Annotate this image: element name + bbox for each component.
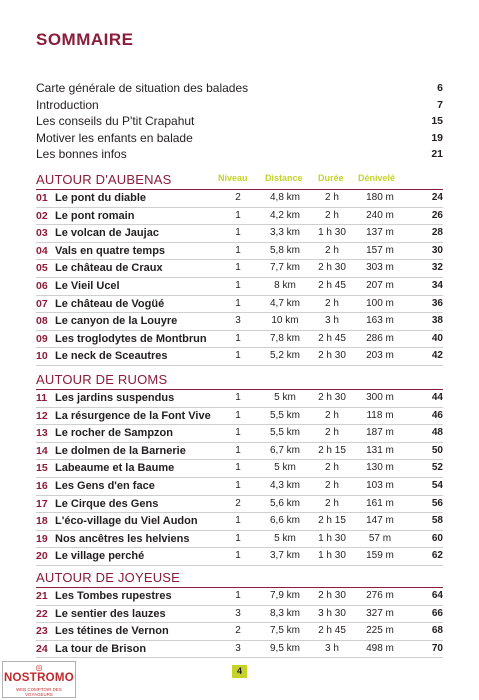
walk-distance: 5,2 km [269, 350, 300, 362]
walk-level: 3 [235, 607, 241, 619]
section-joyeuse [36, 570, 443, 658]
walk-page: 68 [431, 625, 443, 637]
walk-number: 10 [36, 350, 48, 363]
walk-number: 09 [36, 332, 48, 345]
walk-number: 22 [36, 607, 48, 620]
walk-row[interactable] [36, 408, 443, 426]
walk-name: Le dolmen de la Barnerie [55, 444, 186, 457]
walk-page: 54 [431, 479, 443, 491]
intro-list [36, 80, 443, 163]
column-header-niveau: Niveau [218, 173, 248, 183]
walk-page: 62 [431, 550, 443, 562]
column-header-denivele: Dénivelé [358, 173, 396, 183]
walk-row[interactable] [36, 606, 443, 624]
walk-duration: 2 h 15 [318, 515, 346, 527]
column-header-duree: Durée [318, 173, 344, 183]
walk-distance: 7,9 km [269, 590, 300, 601]
intro-item[interactable] [36, 80, 443, 97]
walk-elevation: 163 m [366, 315, 394, 327]
walk-distance: 6,6 km [269, 515, 300, 527]
walk-elevation: 203 m [366, 350, 394, 362]
walk-row[interactable] [36, 243, 443, 261]
walk-name: La tour de Brison [55, 642, 147, 655]
walk-name: Les troglodytes de Montbrun [55, 332, 207, 345]
walk-row[interactable] [36, 588, 443, 606]
walk-row[interactable] [36, 425, 443, 443]
walk-level: 1 [235, 409, 241, 421]
walk-duration: 2 h [325, 479, 339, 491]
walk-name: Le pont romain [55, 209, 135, 222]
walk-level: 1 [235, 262, 241, 274]
walk-elevation: 225 m [366, 625, 394, 637]
section-aubenas [36, 172, 443, 366]
walk-distance: 6,7 km [269, 444, 300, 456]
page-title: SOMMAIRE [36, 30, 134, 49]
walk-elevation: 207 m [366, 279, 394, 291]
walk-distance: 3,3 km [269, 227, 300, 239]
walk-duration: 2 h 45 [318, 332, 346, 344]
walk-elevation: 240 m [366, 209, 394, 221]
walk-level: 1 [235, 350, 241, 362]
walk-row[interactable] [36, 278, 443, 296]
intro-item[interactable] [36, 130, 443, 147]
walk-number: 04 [36, 244, 48, 257]
intro-item-page: 21 [431, 148, 443, 160]
intro-item[interactable] [36, 146, 443, 163]
walk-page: 42 [431, 350, 443, 362]
walk-elevation: 498 m [366, 642, 394, 654]
walk-distance: 4,7 km [269, 297, 300, 309]
walk-distance: 5,6 km [269, 497, 300, 509]
walk-distance: 7,7 km [269, 262, 300, 274]
walk-distance: 4,3 km [269, 479, 300, 491]
walk-distance: 3,7 km [269, 550, 300, 562]
walk-page: 26 [431, 209, 443, 221]
walk-row[interactable] [36, 313, 443, 331]
walk-row[interactable] [36, 390, 443, 408]
walk-name: Le canyon de la Louyre [55, 315, 178, 328]
walk-row[interactable] [36, 460, 443, 478]
walk-level: 1 [235, 279, 241, 291]
walk-page: 30 [431, 244, 443, 256]
intro-item-label: Carte générale de situation des balades [36, 81, 249, 95]
walk-distance: 8 km [274, 279, 296, 291]
walk-duration: 2 h [325, 462, 339, 474]
walk-level: 2 [235, 625, 241, 637]
walk-level: 1 [235, 209, 241, 221]
walk-page: 58 [431, 515, 443, 527]
intro-item-page: 6 [437, 82, 443, 94]
section-header [36, 172, 443, 189]
walk-duration: 3 h 30 [318, 607, 346, 619]
walk-duration: 1 h 30 [318, 227, 346, 239]
walk-distance: 7,8 km [269, 332, 300, 344]
walk-name: Vals en quatre temps [55, 244, 166, 257]
walk-level: 1 [235, 244, 241, 256]
walk-number: 16 [36, 479, 48, 492]
walk-name: Le château de Craux [55, 262, 163, 275]
walk-elevation: 147 m [366, 515, 394, 527]
walk-number: 12 [36, 409, 48, 422]
walk-elevation: 157 m [366, 244, 394, 256]
walk-elevation: 180 m [366, 192, 394, 203]
walk-duration: 2 h [325, 244, 339, 256]
walk-row[interactable] [36, 513, 443, 531]
walk-number: 03 [36, 227, 48, 240]
page-number: 4 [232, 665, 247, 678]
walk-duration: 3 h [325, 315, 339, 327]
walk-page: 50 [431, 444, 443, 456]
walk-duration: 3 h [325, 642, 339, 654]
walk-number: 20 [36, 550, 48, 563]
walk-number: 21 [36, 590, 48, 602]
section-ruoms [36, 372, 443, 566]
walk-elevation: 286 m [366, 332, 394, 344]
walk-number: 19 [36, 532, 48, 545]
walk-page: 40 [431, 332, 443, 344]
walk-page: 46 [431, 409, 443, 421]
walk-distance: 5,5 km [269, 409, 300, 421]
walk-level: 2 [235, 497, 241, 509]
intro-item-label: Les bonnes infos [36, 147, 127, 161]
column-header-distance: Distance [265, 173, 303, 183]
walk-number: 13 [36, 427, 48, 440]
walk-level: 1 [235, 227, 241, 239]
intro-item-label: Motiver les enfants en balade [36, 130, 193, 145]
walk-level: 1 [235, 515, 241, 527]
walk-name: Les Gens d'en face [55, 479, 155, 492]
walk-duration: 2 h 15 [318, 444, 346, 456]
walk-duration: 2 h [325, 497, 339, 509]
walk-row[interactable] [36, 331, 443, 349]
walk-elevation: 118 m [366, 409, 394, 421]
walk-distance: 8,3 km [269, 607, 300, 619]
walk-duration: 2 h 30 [318, 262, 346, 274]
section-title: AUTOUR D'AUBENAS [36, 172, 172, 187]
walk-elevation: 300 m [366, 392, 394, 403]
walk-duration: 2 h [325, 192, 339, 203]
intro-item-label: Les conseils du P'tit Crapahut [36, 114, 195, 128]
globe-icon: ◎ [35, 663, 43, 672]
walk-number: 15 [36, 462, 48, 475]
walk-number: 07 [36, 297, 48, 310]
intro-item[interactable] [36, 97, 443, 114]
walk-duration: 2 h [325, 409, 339, 421]
walk-elevation: 131 m [366, 444, 394, 456]
walk-page: 64 [431, 590, 443, 601]
walk-name: Les tétines de Vernon [55, 625, 169, 638]
walk-level: 1 [235, 590, 241, 601]
walk-distance: 5 km [274, 532, 296, 544]
walk-page: 32 [431, 262, 443, 274]
intro-item[interactable] [36, 113, 443, 130]
walk-level: 1 [235, 462, 241, 474]
walk-elevation: 103 m [366, 479, 394, 491]
walk-page: 38 [431, 315, 443, 327]
walk-distance: 9,5 km [269, 642, 300, 654]
walk-page: 44 [431, 392, 443, 403]
walk-name: Le village perché [55, 550, 145, 563]
walk-duration: 2 h 45 [318, 625, 346, 637]
section-header [36, 372, 443, 389]
walk-level: 1 [235, 332, 241, 344]
walk-duration: 2 h [325, 209, 339, 221]
walk-duration: 2 h 30 [318, 392, 346, 403]
walk-row[interactable] [36, 496, 443, 514]
walk-page: 36 [431, 297, 443, 309]
walk-level: 1 [235, 392, 241, 403]
walk-name: Le Cirque des Gens [55, 497, 159, 510]
walk-name: Le volcan de Jaujac [55, 227, 159, 240]
section-title: AUTOUR DE RUOMS [36, 372, 168, 387]
walk-number: 18 [36, 515, 48, 528]
walk-number: 14 [36, 444, 48, 457]
walk-page: 28 [431, 227, 443, 239]
walk-elevation: 161 m [366, 497, 394, 509]
walk-name: La résurgence de la Font Vive [55, 409, 211, 422]
walk-page: 60 [431, 532, 443, 544]
walk-level: 3 [235, 642, 241, 654]
walk-distance: 5 km [274, 462, 296, 474]
walk-level: 1 [235, 479, 241, 491]
intro-item-page: 15 [431, 115, 443, 127]
walk-name: Labeaume et la Baume [55, 462, 175, 475]
walk-page: 66 [431, 607, 443, 619]
walk-elevation: 159 m [366, 550, 394, 562]
walk-distance: 5,5 km [269, 427, 300, 439]
section-title: AUTOUR DE JOYEUSE [36, 570, 181, 585]
walk-number: 23 [36, 625, 48, 638]
walk-row[interactable] [36, 190, 443, 208]
walk-number: 11 [36, 392, 48, 404]
walk-level: 1 [235, 550, 241, 562]
walk-row[interactable] [36, 348, 443, 366]
walk-number: 24 [36, 642, 48, 655]
intro-item-label: Introduction [36, 97, 99, 112]
walk-row[interactable] [36, 531, 443, 549]
walk-duration: 2 h [325, 427, 339, 439]
walk-page: 70 [431, 642, 443, 654]
walk-page: 56 [431, 497, 443, 509]
walk-name: L'éco-village du Viel Audon [55, 515, 198, 528]
walk-distance: 4,8 km [269, 192, 300, 203]
section-header [36, 570, 443, 587]
walk-row[interactable] [36, 225, 443, 243]
walk-row[interactable] [36, 548, 443, 566]
walk-number: 17 [36, 497, 48, 510]
walk-row[interactable] [36, 623, 443, 641]
walk-level: 1 [235, 444, 241, 456]
walk-elevation: 137 m [366, 227, 394, 239]
walk-row[interactable] [36, 443, 443, 461]
walk-distance: 4,2 km [269, 209, 300, 221]
walk-number: 02 [36, 209, 48, 222]
walk-name: Les Tombes rupestres [55, 590, 172, 602]
walk-elevation: 327 m [366, 607, 394, 619]
walk-number: 05 [36, 262, 48, 275]
walk-elevation: 130 m [366, 462, 394, 474]
walk-elevation: 57 m [368, 532, 392, 544]
walk-level: 1 [235, 427, 241, 439]
walk-duration: 2 h [325, 297, 339, 309]
walk-number: 08 [36, 315, 48, 328]
walk-elevation: 100 m [366, 297, 394, 309]
walk-elevation: 187 m [366, 427, 394, 439]
walk-name: Le neck de Sceautres [55, 350, 168, 363]
walk-name: Le sentier des lauzes [55, 607, 166, 620]
walk-row[interactable] [36, 478, 443, 496]
walk-name: Le rocher de Sampzon [55, 427, 173, 440]
walk-distance: 5,8 km [269, 244, 300, 256]
walk-distance: 5 km [274, 392, 296, 403]
walk-level: 2 [235, 192, 241, 203]
walk-duration: 2 h 30 [318, 590, 346, 601]
intro-item-page: 7 [437, 98, 443, 111]
intro-item-page: 19 [431, 131, 443, 144]
walk-row[interactable] [36, 296, 443, 314]
walk-duration: 2 h 30 [318, 350, 346, 362]
walk-page: 48 [431, 427, 443, 439]
walk-duration: 1 h 30 [318, 532, 346, 544]
walk-number: 06 [36, 279, 48, 292]
walk-row[interactable] [36, 260, 443, 278]
walk-elevation: 276 m [366, 590, 394, 601]
walk-elevation: 303 m [366, 262, 394, 274]
walk-page: 52 [431, 462, 443, 474]
walk-row[interactable] [36, 641, 443, 659]
walk-number: 01 [36, 192, 48, 204]
walk-name: Le Vieil Ucel [55, 279, 120, 292]
walk-row[interactable] [36, 208, 443, 226]
walk-distance: 10 km [271, 315, 299, 327]
walk-page: 24 [431, 192, 443, 203]
walk-name: Le château de Vogüé [55, 297, 165, 310]
walk-name: Nos ancêtres les helviens [55, 532, 190, 545]
walk-distance: 7,5 km [269, 625, 300, 637]
nostromo-logo: ◎ NOSTROMO WEB COMPTOIR DES VOYAGEURS [3, 663, 75, 697]
walk-duration: 2 h 45 [318, 279, 346, 291]
walk-level: 3 [235, 315, 241, 327]
walk-name: Les jardins suspendus [55, 392, 175, 404]
walk-level: 1 [235, 297, 241, 309]
walk-page: 34 [431, 279, 443, 291]
walk-duration: 1 h 30 [318, 550, 346, 562]
walk-level: 1 [235, 532, 241, 544]
walk-name: Le pont du diable [55, 192, 147, 204]
